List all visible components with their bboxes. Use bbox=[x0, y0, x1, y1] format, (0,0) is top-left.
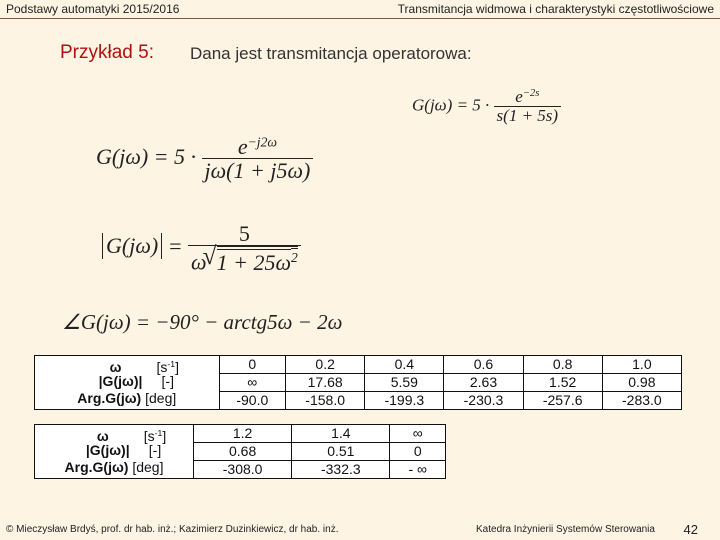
table-cell: -90.0 bbox=[219, 392, 286, 410]
table-row-label: Arg.G(jω) [deg] bbox=[64, 459, 164, 475]
table-cell: -230.3 bbox=[444, 392, 523, 410]
table-cell: - ∞ bbox=[390, 461, 446, 479]
header-divider bbox=[0, 18, 720, 19]
eq2-numerator: e bbox=[237, 134, 248, 159]
table-row-label: ω $[s^{-1}]$ bbox=[96, 427, 167, 444]
table-cell: ∞ bbox=[219, 374, 286, 392]
eq3-fraction bbox=[188, 222, 301, 275]
table-cell: 0.8 bbox=[523, 356, 602, 374]
page-number: 42 bbox=[683, 522, 698, 537]
table-cell: ∞ bbox=[390, 425, 446, 443]
table-cell: 0 bbox=[390, 443, 446, 461]
table-cell: 0.51 bbox=[292, 443, 390, 461]
table-cell: 1.0 bbox=[602, 356, 681, 374]
table2-row-labels bbox=[35, 425, 194, 479]
eq1-lhs: G(jω) = 5 · bbox=[412, 95, 490, 115]
table-cell: -158.0 bbox=[286, 392, 365, 410]
table1-row-labels bbox=[35, 356, 220, 410]
table-cell: 1.2 bbox=[194, 425, 292, 443]
footer-department: Katedra Inżynierii Systemów Sterowania bbox=[476, 524, 655, 535]
eq3-den-radicand: 1 + 25ω bbox=[216, 249, 291, 275]
table-cell: -257.6 bbox=[523, 392, 602, 410]
eq3-equals: = bbox=[167, 233, 183, 259]
eq3-den-exponent: 2 bbox=[290, 250, 298, 266]
table-cell: 0.4 bbox=[365, 356, 444, 374]
table-cell: -308.0 bbox=[194, 461, 292, 479]
eq1-numerator: e bbox=[515, 87, 523, 106]
table-cell: -199.3 bbox=[365, 392, 444, 410]
magnitude-equation bbox=[102, 222, 301, 275]
eq2-numerator-exponent: −j2ω bbox=[247, 134, 278, 150]
eq1-numerator-exponent: −2s bbox=[522, 88, 540, 100]
transfer-function-equation bbox=[412, 88, 561, 126]
footer bbox=[0, 520, 720, 540]
footer-authors: © Mieczysław Brdyś, prof. dr hab. inż.; Kazimierz Duzinkiewicz, dr hab. inż. bbox=[6, 524, 339, 535]
eq2-lhs: G(jω) = 5 · bbox=[96, 144, 197, 170]
table-cell: 1.4 bbox=[292, 425, 390, 443]
table-row-label: |G(jω)| [-] bbox=[98, 373, 174, 389]
table-cell: 0.98 bbox=[602, 374, 681, 392]
table-cell: 0.2 bbox=[286, 356, 365, 374]
eq3-abs-lhs: G(jω) bbox=[102, 233, 162, 259]
table-cell: 1.52 bbox=[523, 374, 602, 392]
header-topic-title: Transmitancja widmowa i charakterystyki częstotliwościowe bbox=[397, 2, 714, 16]
table-cell: 5.59 bbox=[365, 374, 444, 392]
table-cell: 0.68 bbox=[194, 443, 292, 461]
table-row-label: Arg.G(jω) [deg] bbox=[77, 390, 177, 406]
eq1-fraction bbox=[494, 88, 562, 126]
table-cell: 17.68 bbox=[286, 374, 365, 392]
frequency-response-equation bbox=[96, 135, 313, 183]
table-cell: 0 bbox=[219, 356, 286, 374]
sqrt-symbol bbox=[207, 246, 298, 275]
phase-equation: ∠G(jω) = −90° − arctg5ω − 2ω bbox=[62, 310, 343, 334]
eq2-denominator: jω(1 + j5ω) bbox=[204, 158, 311, 184]
table-row-label: |G(jω)| [-] bbox=[85, 442, 162, 458]
intro-text: Dana jest transmitancja operatorowa: bbox=[190, 44, 472, 63]
frequency-table-2 bbox=[34, 424, 446, 479]
frequency-table-1 bbox=[34, 355, 682, 410]
eq3-numerator: 5 bbox=[188, 222, 301, 246]
header-course-title: Podstawy automatyki 2015/2016 bbox=[6, 2, 180, 16]
table-cell: -332.3 bbox=[292, 461, 390, 479]
table-row-label: ω $[s^{-1}]$ bbox=[109, 358, 180, 375]
eq1-denominator: s(1 + 5s) bbox=[496, 105, 559, 125]
table-cell: 2.63 bbox=[444, 374, 523, 392]
table-cell: 0.6 bbox=[444, 356, 523, 374]
example-label: Przykład 5: bbox=[60, 42, 154, 63]
eq2-fraction bbox=[202, 135, 314, 183]
eq3-den-omega: ω bbox=[191, 249, 207, 275]
table-cell: -283.0 bbox=[602, 392, 681, 410]
